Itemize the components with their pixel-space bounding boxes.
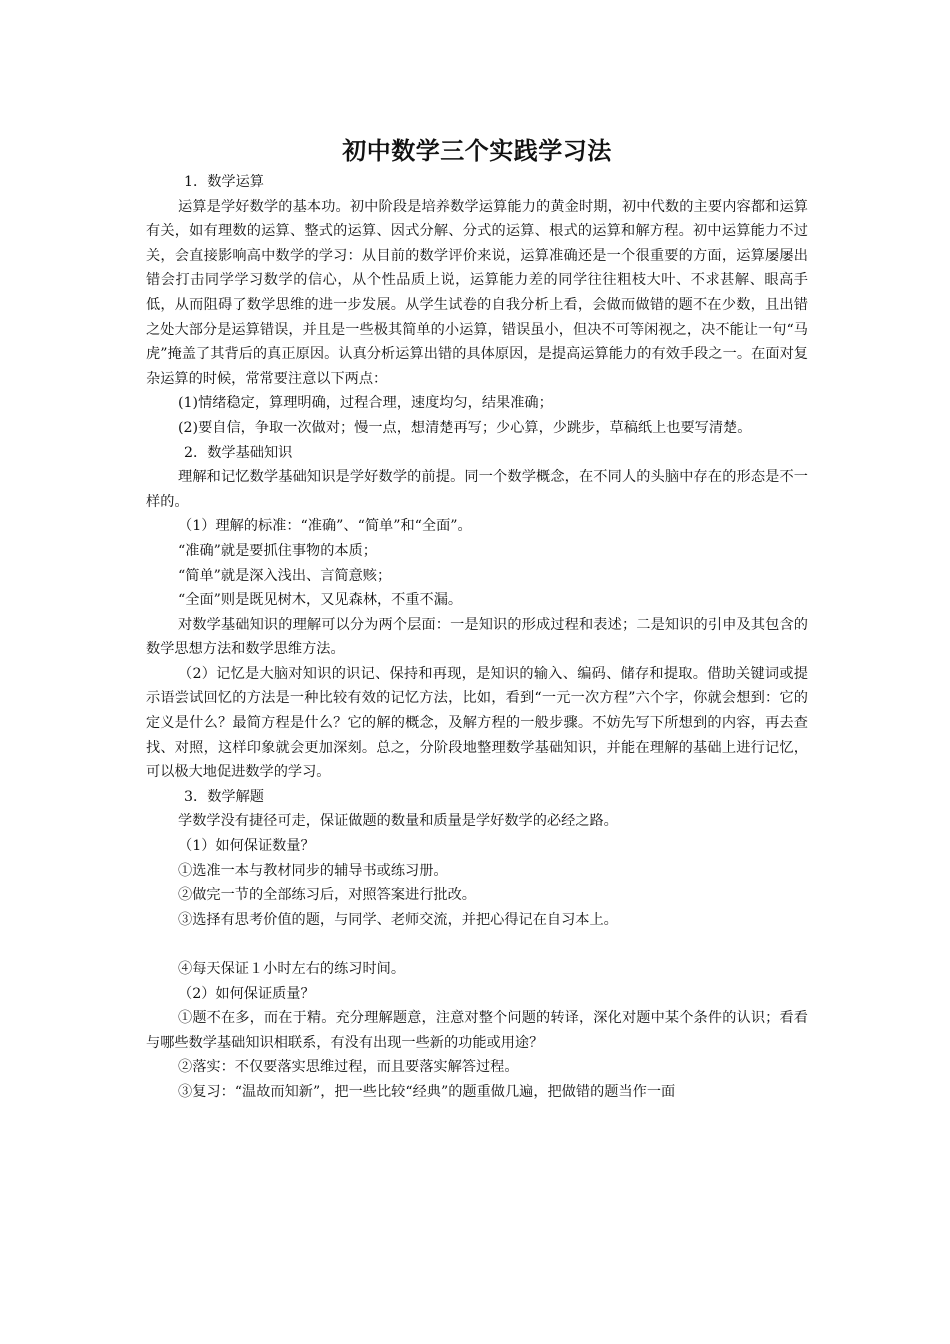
paragraph: （2）记忆是大脑对知识的识记、保持和再现，是知识的输入、编码、储存和提取。借助关键词或提示语尝试回忆的方法是一种比较有效的记忆方法，比如，看到“一元一次方程”六个字，你就会想到：它的定义是什么？最简方程是什么？它的解的概念，及解方程的一般步骤。不妨先写下所想到的内容，再去查找、对照，这样印象就会更加深刻。总之，分阶段地整理数学基础知识，并能在理解的基础上进行记忆，可以极大地促进数学的学习。 [146,665,808,781]
list-item: “全面”则是既见树木，又见森林，不重不漏。 [178,592,463,609]
section-heading-basic-knowledge: 2．数学基础知识 [184,444,293,461]
paragraph: (2)要自信，争取一次做对；慢一点，想清楚再写；少心算，少跳步，草稿纸上也要写清楚。 [178,419,752,436]
list-item: ④每天保证１小时左右的练习时间。 [178,961,406,977]
section-heading-problem-solving: 3．数学解题 [184,788,264,805]
document-body [146,126,808,1105]
paragraph: 学数学没有捷径可走，保证做题的数量和质量是学好数学的必经之路。 [178,813,618,830]
list-item: ②落实：不仅要落实思维过程，而且要落实解答过程。 [178,1059,519,1076]
list-item: （1）理解的标准：“准确”、“简单”和“全面”。 [178,518,472,535]
paragraph: ①题不在多，而在于精。充分理解题意，注意对整个问题的转译，深化对题中某个条件的认识；看看与哪些数学基础知识相联系，有没有出现一些新的功能或用途？ [146,1010,808,1051]
list-item: （2）如何保证质量？ [178,985,315,1002]
paragraph: 对数学基础知识的理解可以分为两个层面：一是知识的形成过程和表述；二是知识的引申及其包含的数学思想方法和数学思维方法。 [146,616,808,658]
list-item: ③复习：“温故而知新”，把一些比较“经典”的题重做几遍，把做错的题当作一面 [178,1083,676,1100]
list-item: “准确”就是要抓住事物的本质； [178,542,377,559]
list-item: ①选准一本与教材同步的辅导书或练习册。 [178,862,448,879]
list-item: （1）如何保证数量？ [178,838,315,855]
paragraph: 运算是学好数学的基本功。初中阶段是培养数学运算能力的黄金时期，初中代数的主要内容都和运算有关，如有理数的运算、整式的运算、因式分解、分式的运算、根式的运算和解方程。初中运算能力不过关，会直接影响高中数学的学习：从目前的数学评价来说，运算准确还是一个很重要的方面，运算屡屡出错会打击同学学习数学的信心，从个性品质上说，运算能力差的同学往往粗枝大叶、不求甚解、眼高手低，从而阻碍了数学思维的进一步发展。从学生试卷的自我分析上看，会做而做错的题不在少数，且出错之处大部分是运算错误，并且是一些极其简单的小运算，错误虽小，但决不可等闲视之，决不能让一句“马虎”掩盖了其背后的真正原因。认真分析运算出错的具体原因，是提高运算能力的有效手段之一。在面对复杂运算的时候，常常要注意以下两点： [146,198,808,387]
list-item: ②做完一节的全部练习后，对照答案进行批改。 [178,887,476,904]
section-heading-arithmetic: 1．数学运算 [184,174,264,190]
list-item: “简单”就是深入浅出、言简意赅； [178,567,392,584]
blank-line [146,932,808,957]
list-item: ③选择有思考价值的题，与同学、老师交流，并把心得记在自习本上。 [178,911,618,928]
document-title: 初中数学三个实践学习法 [342,137,612,165]
paragraph: 理解和记忆数学基础知识是学好数学的前提。同一个数学概念，在不同人的头脑中存在的形态是不一样的。 [146,469,808,510]
paragraph: (1)情绪稳定，算理明确，过程合理，速度均匀，结果准确； [178,395,553,412]
